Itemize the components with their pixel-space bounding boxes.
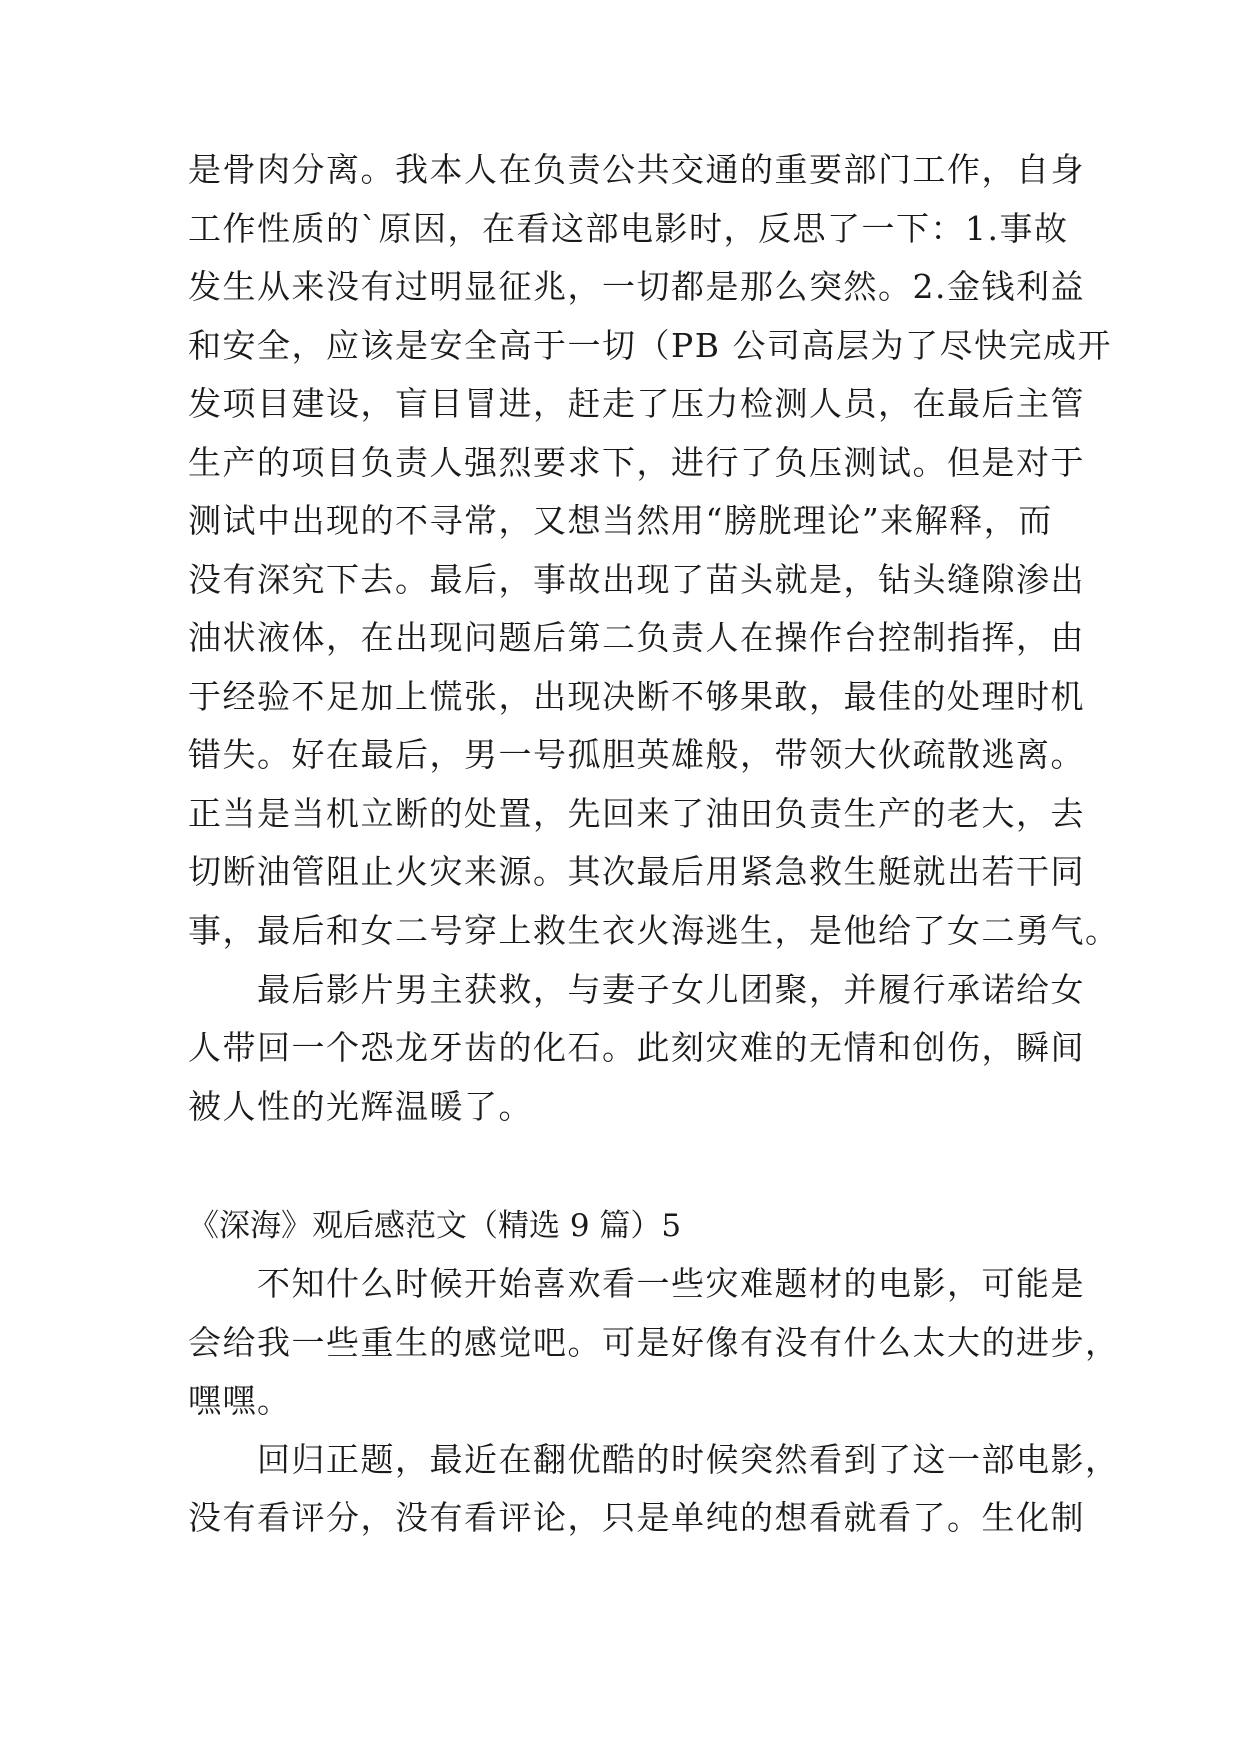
text-line: 没有看评分，没有看评论，只是单纯的想看就看了。生化制 [188,1498,1085,1537]
text-line: 工作性质的`原因，在看这部电影时，反思了一下：1.事故 [188,209,1069,248]
text-line: 发生从来没有过明显征兆，一切都是那么突然。2.金钱利益 [188,267,1085,306]
text-line: 是骨肉分离。我本人在负责公共交通的重要部门工作，自身 [188,150,1085,189]
section-heading: 《深海》观后感范文（精选 9 篇）5 [188,1208,682,1244]
text-line: 人带回一个恐龙牙齿的化石。此刻灾难的无情和创伤，瞬间 [188,1028,1085,1067]
text-line: 回归正题，最近在翻优酷的时候突然看到了这一部电影， [188,1440,1120,1479]
text-line: 会给我一些重生的感觉吧。可是好像有没有什么太大的进步， [188,1323,1120,1362]
text-line: 测试中出现的不寻常，又想当然用“膀胱理论”来解释，而 [188,501,1053,540]
text-line: 油状液体，在出现问题后第二负责人在操作台控制指挥，由 [188,618,1085,657]
text-line: 错失。好在最后，男一号孤胆英雄般，带领大伙疏散逃离。 [188,735,1085,774]
text-line: 不知什么时候开始喜欢看一些灾难题材的电影，可能是 [188,1264,1085,1303]
text-line: 最后影片男主获救，与妻子女儿团聚，并履行承诺给女 [188,970,1085,1009]
text-line: 没有深究下去。最后，事故出现了苗头就是，钻头缝隙渗出 [188,560,1085,599]
text-line: 和安全，应该是安全高于一切（PB 公司高层为了尽快完成开 [188,326,1112,365]
text-line: 被人性的光辉温暖了。 [188,1087,533,1126]
text-line: 正当是当机立断的处置，先回来了油田负责生产的老大，去 [188,794,1085,833]
text-line: 切断油管阻止火灾来源。其次最后用紧急救生艇就出若干同 [188,852,1085,891]
text-line: 嘿嘿。 [188,1381,292,1420]
text-line: 事，最后和女二号穿上救生衣火海逃生，是他给了女二勇气。 [188,911,1120,950]
text-line: 发项目建设，盲目冒进，赶走了压力检测人员，在最后主管 [188,384,1085,423]
text-line: 于经验不足加上慌张，出现决断不够果敢，最佳的处理时机 [188,677,1085,716]
text-line: 生产的项目负责人强烈要求下，进行了负压测试。但是对于 [188,443,1085,482]
